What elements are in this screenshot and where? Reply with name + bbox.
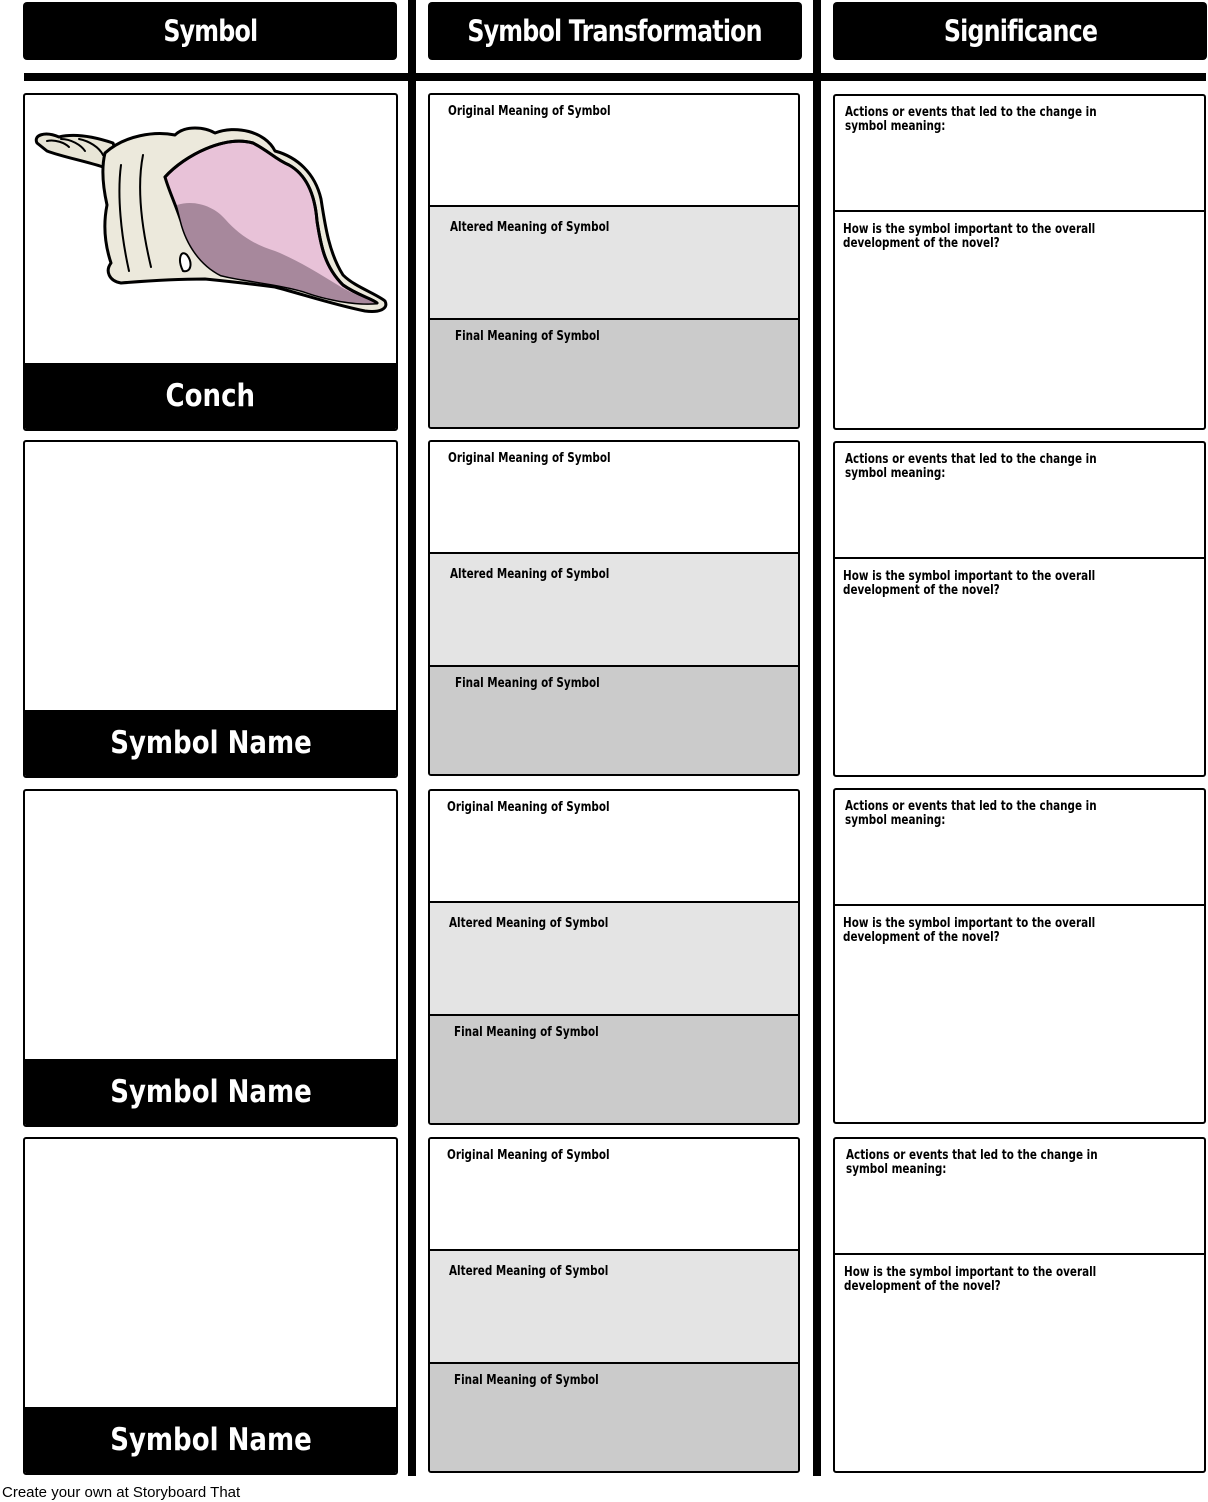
altered-meaning-box[interactable] xyxy=(430,1251,798,1364)
importance-label: How is the symbol important to the overall development of the novel? xyxy=(843,222,1096,251)
altered-meaning-label: Altered Meaning of Symbol xyxy=(449,916,609,931)
altered-meaning-label: Altered Meaning of Symbol xyxy=(449,1264,609,1279)
final-meaning-box[interactable] xyxy=(430,1016,798,1123)
actions-box[interactable] xyxy=(835,443,1204,559)
importance-box[interactable] xyxy=(835,906,1204,1122)
altered-meaning-box[interactable] xyxy=(430,207,798,320)
symbol-cell-3[interactable] xyxy=(23,789,398,1127)
original-meaning-label: Original Meaning of Symbol xyxy=(447,1148,610,1163)
transformation-cell-1 xyxy=(428,93,800,429)
transformation-cell-3 xyxy=(428,789,800,1125)
final-meaning-label: Final Meaning of Symbol xyxy=(455,329,600,344)
significance-cell-2 xyxy=(833,441,1206,777)
original-meaning-label: Original Meaning of Symbol xyxy=(448,104,611,119)
symbol-name-4[interactable]: Symbol Name xyxy=(25,1407,396,1473)
header-transformation: Symbol Transformation xyxy=(428,2,802,60)
actions-box[interactable] xyxy=(835,96,1204,212)
symbol-cell-1[interactable] xyxy=(23,93,398,431)
actions-label: Actions or events that led to the change in symbol meaning: xyxy=(845,799,1097,828)
transformation-cell-2 xyxy=(428,440,800,776)
header-divider xyxy=(24,73,1206,81)
altered-meaning-label: Altered Meaning of Symbol xyxy=(450,567,610,582)
importance-box[interactable] xyxy=(835,1255,1204,1471)
original-meaning-box[interactable] xyxy=(430,1139,798,1251)
altered-meaning-label: Altered Meaning of Symbol xyxy=(450,220,610,235)
significance-cell-3 xyxy=(833,788,1206,1124)
importance-box[interactable] xyxy=(835,559,1204,775)
original-meaning-box[interactable] xyxy=(430,95,798,207)
original-meaning-box[interactable] xyxy=(430,442,798,554)
header-significance: Significance xyxy=(833,2,1207,60)
column-divider-1 xyxy=(408,0,416,1476)
actions-label: Actions or events that led to the change in symbol meaning: xyxy=(846,1148,1098,1177)
symbol-name-1[interactable]: Conch xyxy=(25,363,396,429)
final-meaning-box[interactable] xyxy=(430,1364,798,1471)
original-meaning-box[interactable] xyxy=(430,791,798,903)
significance-cell-1 xyxy=(833,94,1206,430)
final-meaning-box[interactable] xyxy=(430,667,798,774)
final-meaning-box[interactable] xyxy=(430,320,798,427)
header-symbol: Symbol xyxy=(23,2,397,60)
actions-label: Actions or events that led to the change in symbol meaning: xyxy=(845,452,1097,481)
actions-box[interactable] xyxy=(835,790,1204,906)
actions-label: Actions or events that led to the change in symbol meaning: xyxy=(845,105,1097,134)
original-meaning-label: Original Meaning of Symbol xyxy=(447,800,610,815)
importance-box[interactable] xyxy=(835,212,1204,428)
importance-label: How is the symbol important to the overall development of the novel? xyxy=(843,569,1096,598)
symbol-name-2[interactable]: Symbol Name xyxy=(25,710,396,776)
column-divider-2 xyxy=(813,0,821,1476)
importance-label: How is the symbol important to the overall development of the novel? xyxy=(843,916,1096,945)
footer-credit[interactable]: Create your own at Storyboard That xyxy=(2,1484,241,1501)
final-meaning-label: Final Meaning of Symbol xyxy=(454,1025,599,1040)
importance-label: How is the symbol important to the overall development of the novel? xyxy=(844,1265,1097,1294)
original-meaning-label: Original Meaning of Symbol xyxy=(448,451,611,466)
significance-cell-4 xyxy=(833,1137,1206,1473)
altered-meaning-box[interactable] xyxy=(430,554,798,667)
actions-box[interactable] xyxy=(835,1139,1204,1255)
altered-meaning-box[interactable] xyxy=(430,903,798,1016)
symbol-cell-4[interactable] xyxy=(23,1137,398,1475)
conch-shell-icon xyxy=(25,95,396,363)
transformation-cell-4 xyxy=(428,1137,800,1473)
final-meaning-label: Final Meaning of Symbol xyxy=(454,1373,599,1388)
symbol-cell-2[interactable] xyxy=(23,440,398,778)
final-meaning-label: Final Meaning of Symbol xyxy=(455,676,600,691)
symbol-name-3[interactable]: Symbol Name xyxy=(25,1059,396,1125)
